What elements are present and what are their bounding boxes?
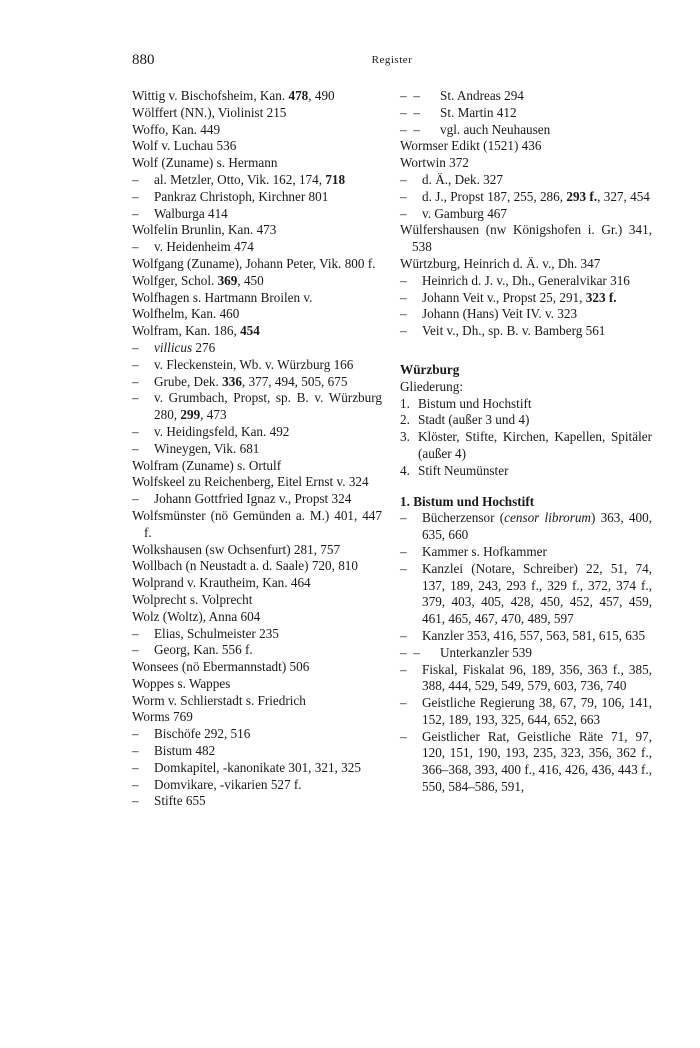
index-subentry: – Veit v., Dh., sp. B. v. Bamberg 561 <box>400 323 606 339</box>
index-subentry: – d. J., Propst 187, 255, 286, 293 f., 327, 454 <box>400 188 650 204</box>
index-entry: Würtzburg, Heinrich d. Ä. v., Dh. 347 <box>400 255 601 271</box>
section-heading: Würzburg <box>400 361 460 377</box>
index-subentry: – Grube, Dek. 336, 377, 494, 505, 675 <box>132 373 348 389</box>
index-entry: Wolfskeel zu Reichenberg, Eitel Ernst v. 324 <box>132 474 369 490</box>
index-subentry: – Walburga 414 <box>132 205 228 221</box>
index-subentry: – Heinrich d. J. v., Dh., Generalvikar 316 <box>400 272 630 288</box>
index-subentry: – Johann Gottfried Ignaz v., Propst 324 <box>132 491 352 507</box>
page-header <box>132 52 652 74</box>
index-entry: Wittig v. Bischofsheim, Kan. 478, 490 <box>132 88 335 103</box>
index-entry: Wülfershausen (nw Königshofen i. Gr.) 341, 538 <box>400 222 652 255</box>
index-subentry: – Geistlicher Rat, Geistliche Räte 71, 97, 120, 151, 190, 193, 235, 323, 356, 362 f., 366–368, 393, 400 f., 416, 426, 436, 443 f., 550, 584–586, 591, <box>400 728 652 795</box>
index-subsubentry: – – St. Andreas 294 <box>400 88 524 103</box>
index-subentry: – Kammer s. Hofkammer <box>400 543 547 559</box>
outline-item: 3. Klöster, Stifte, Kirchen, Kapellen, Spitäler (außer 4) <box>400 429 652 461</box>
index-subentry: – Elias, Schulmeister 235 <box>132 625 279 641</box>
index-entry: Wolkshausen (sw Ochsenfurt) 281, 757 <box>132 541 341 557</box>
index-subentry: – v. Heidingsfeld, Kan. 492 <box>132 423 290 439</box>
index-subentry: – v. Fleckenstein, Wb. v. Würzburg 166 <box>132 356 354 372</box>
index-subentry: – Wineygen, Vik. 681 <box>132 440 260 456</box>
outline-item: 1. Bistum und Hochstift <box>400 395 532 411</box>
index-subentry: – Bücherzensor (censor librorum) 363, 400, 635, 660 <box>400 510 652 543</box>
index-subentry: – v. Gamburg 467 <box>400 205 507 221</box>
index-entry: Worm v. Schlierstadt s. Friedrich <box>132 692 306 708</box>
index-entry: Wolfelin Brunlin, Kan. 473 <box>132 222 277 238</box>
index-subentry: – Pankraz Christoph, Kirchner 801 <box>132 188 329 204</box>
page-number: 880 <box>132 52 155 68</box>
index-entry: Worms 769 <box>132 709 193 725</box>
index-entry: Wolfsmünster (nö Gemünden a. M.) 401, 447 f. <box>132 507 382 540</box>
index-subentry: – d. Ä., Dek. 327 <box>400 171 503 187</box>
index-subentry: – v. Grumbach, Propst, sp. B. v. Würzburg 280, 299, 473 <box>132 390 382 423</box>
index-entry: Wolfgang (Zuname), Johann Peter, Vik. 800 f. <box>132 255 376 271</box>
outline-item: 2. Stadt (außer 3 und 4) <box>400 412 530 428</box>
index-subentry: – Bischöfe 292, 516 <box>132 726 251 742</box>
index-entry: Wollbach (n Neustadt a. d. Saale) 720, 810 <box>132 558 358 574</box>
index-entry: Wonsees (nö Ebermannstadt) 506 <box>132 659 310 675</box>
index-subsubentry: – – vgl. auch Neuhausen <box>400 121 551 137</box>
index-subentry: – Kanzler 353, 416, 557, 563, 581, 615, 635 <box>400 627 646 643</box>
index-subentry: – Bistum 482 <box>132 743 216 759</box>
index-entry: Wolfger, Schol. 369, 450 <box>132 272 264 288</box>
index-entry: Wolfram (Zuname) s. Ortulf <box>132 457 282 473</box>
index-subsubentry: – – Unterkanzler 539 <box>400 644 532 660</box>
index-entry: Wölffert (NN.), Violinist 215 <box>132 104 287 120</box>
index-subentry: – al. Metzler, Otto, Vik. 162, 174, 718 <box>132 171 346 187</box>
index-subsubentry: – – St. Martin 412 <box>400 104 517 120</box>
index-entry: Wormser Edikt (1521) 436 <box>400 138 542 154</box>
index-subentry: – Johann (Hans) Veit IV. v. 323 <box>400 306 578 322</box>
index-entry: Wolfram, Kan. 186, 454 <box>132 323 260 339</box>
index-column-right <box>400 88 652 796</box>
index-subentry: – Johann Veit v., Propst 25, 291, 323 f. <box>400 289 617 305</box>
index-column-left <box>132 88 382 810</box>
index-subentry: – Domvikare, -vikarien 527 f. <box>132 776 302 792</box>
index-entry: Gliederung: <box>400 378 463 394</box>
index-entry: Woffo, Kan. 449 <box>132 121 221 137</box>
index-entry: Wolprand v. Krautheim, Kan. 464 <box>132 575 311 591</box>
index-entry: Wolprecht s. Volprecht <box>132 591 253 607</box>
index-subentry: – Fiskal, Fiskalat 96, 189, 356, 363 f., 385, 388, 444, 529, 549, 579, 603, 736, 740 <box>400 661 652 694</box>
index-subentry: – villicus 276 <box>132 339 216 355</box>
index-entry: Woppes s. Wappes <box>132 675 231 691</box>
index-subentry: – Kanzlei (Notare, Schreiber) 22, 51, 74, 137, 189, 243, 293 f., 329 f., 372, 374 f., 379, 403, 405, 428, 450, 452, 457, 459, 461, 465, 467, 470, 489, 597 <box>400 560 652 627</box>
index-entry: Wolfhagen s. Hartmann Broilen v. <box>132 289 313 305</box>
index-subentry: – Geistliche Regierung 38, 67, 79, 106, 141, 152, 189, 193, 325, 644, 652, 663 <box>400 695 652 727</box>
index-subentry: – Stifte 655 <box>132 793 206 809</box>
index-subentry: – Georg, Kan. 556 f. <box>132 642 253 658</box>
subsection-heading: 1. Bistum und Hochstift <box>400 493 535 509</box>
outline-item: 4. Stift Neumünster <box>400 462 509 478</box>
running-title: Register <box>371 54 413 66</box>
index-entry: Wolf (Zuname) s. Hermann <box>132 155 278 171</box>
index-entry: Wortwin 372 <box>400 155 469 171</box>
index-entry: Wolf v. Luchau 536 <box>132 138 237 154</box>
index-subentry: – Domkapitel, -kanonikate 301, 321, 325 <box>132 759 361 775</box>
index-entry: Wolz (Woltz), Anna 604 <box>132 608 261 624</box>
index-entry: Wolfhelm, Kan. 460 <box>132 306 240 322</box>
index-subentry: – v. Heidenheim 474 <box>132 239 254 255</box>
